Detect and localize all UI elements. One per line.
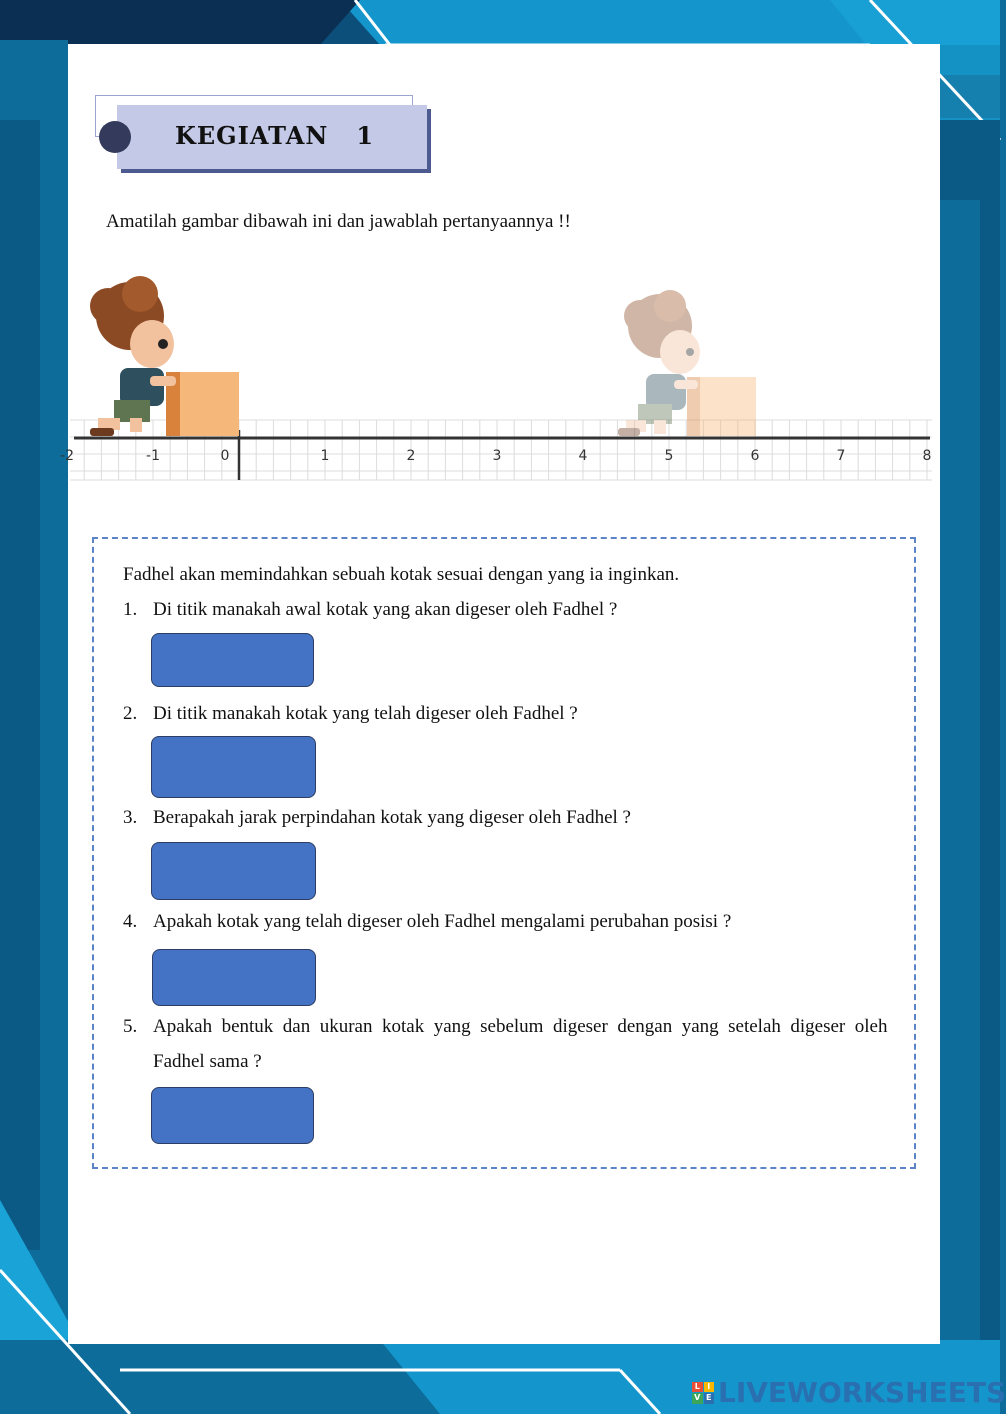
tick-label: 5	[664, 448, 674, 464]
answer-1-field[interactable]	[151, 633, 314, 687]
answer-4-field[interactable]	[152, 949, 316, 1006]
tick-label: 6	[750, 448, 760, 464]
boy-pushing-box-start	[90, 276, 239, 436]
tick-label: 1	[320, 448, 330, 464]
bullet-dot-icon	[99, 121, 131, 153]
question-1-number: 1.	[123, 599, 138, 620]
tick-label: 2	[406, 448, 416, 464]
question-5-number: 5.	[123, 1016, 138, 1037]
answer-2-field[interactable]	[151, 736, 316, 798]
tick-label: 4	[578, 448, 588, 464]
boy-pushing-box-end	[618, 290, 756, 436]
activity-banner	[95, 95, 435, 177]
tick-label: 7	[836, 448, 846, 464]
question-2-number: 2.	[123, 703, 138, 724]
tick-label: 3	[492, 448, 502, 464]
question-4-number: 4.	[123, 911, 138, 932]
tick-labels	[60, 448, 931, 464]
activity-title: KEGIATAN 1	[175, 121, 375, 150]
question-3-number: 3.	[123, 807, 138, 828]
tick-label: -2	[60, 448, 74, 464]
number-line-illustration	[60, 268, 932, 488]
tick-label: -1	[146, 448, 160, 464]
liveworksheets-logo	[692, 1376, 1006, 1409]
question-3-text: Berapakah jarak perpindahan kotak yang digeser oleh Fadhel ?	[153, 807, 631, 828]
liveworksheets-logo-icon: L I V E	[692, 1382, 714, 1404]
answer-5-field[interactable]	[151, 1087, 314, 1144]
question-5-text-line1: Apakah bentuk dan ukuran kotak yang sebelum digeser dengan yang setelah digeser oleh	[153, 1016, 888, 1037]
tick-label: 8	[922, 448, 932, 464]
questions-intro: Fadhel akan memindahkan sebuah kotak sesuai dengan yang ia inginkan.	[123, 564, 680, 585]
question-5-text-line2: Fadhel sama ?	[153, 1051, 262, 1072]
liveworksheets-logo-text: LIVEWORKSHEETS	[718, 1376, 1006, 1409]
question-2-text: Di titik manakah kotak yang telah digeser oleh Fadhel ?	[153, 703, 578, 724]
instruction-text: Amatilah gambar dibawah ini dan jawablah pertanyaannya !!	[106, 211, 571, 232]
answer-3-field[interactable]	[151, 842, 316, 900]
question-4-text: Apakah kotak yang telah digeser oleh Fadhel mengalami perubahan posisi ?	[153, 911, 732, 932]
question-1-text: Di titik manakah awal kotak yang akan digeser oleh Fadhel ?	[153, 599, 618, 620]
tick-label: 0	[220, 448, 230, 464]
